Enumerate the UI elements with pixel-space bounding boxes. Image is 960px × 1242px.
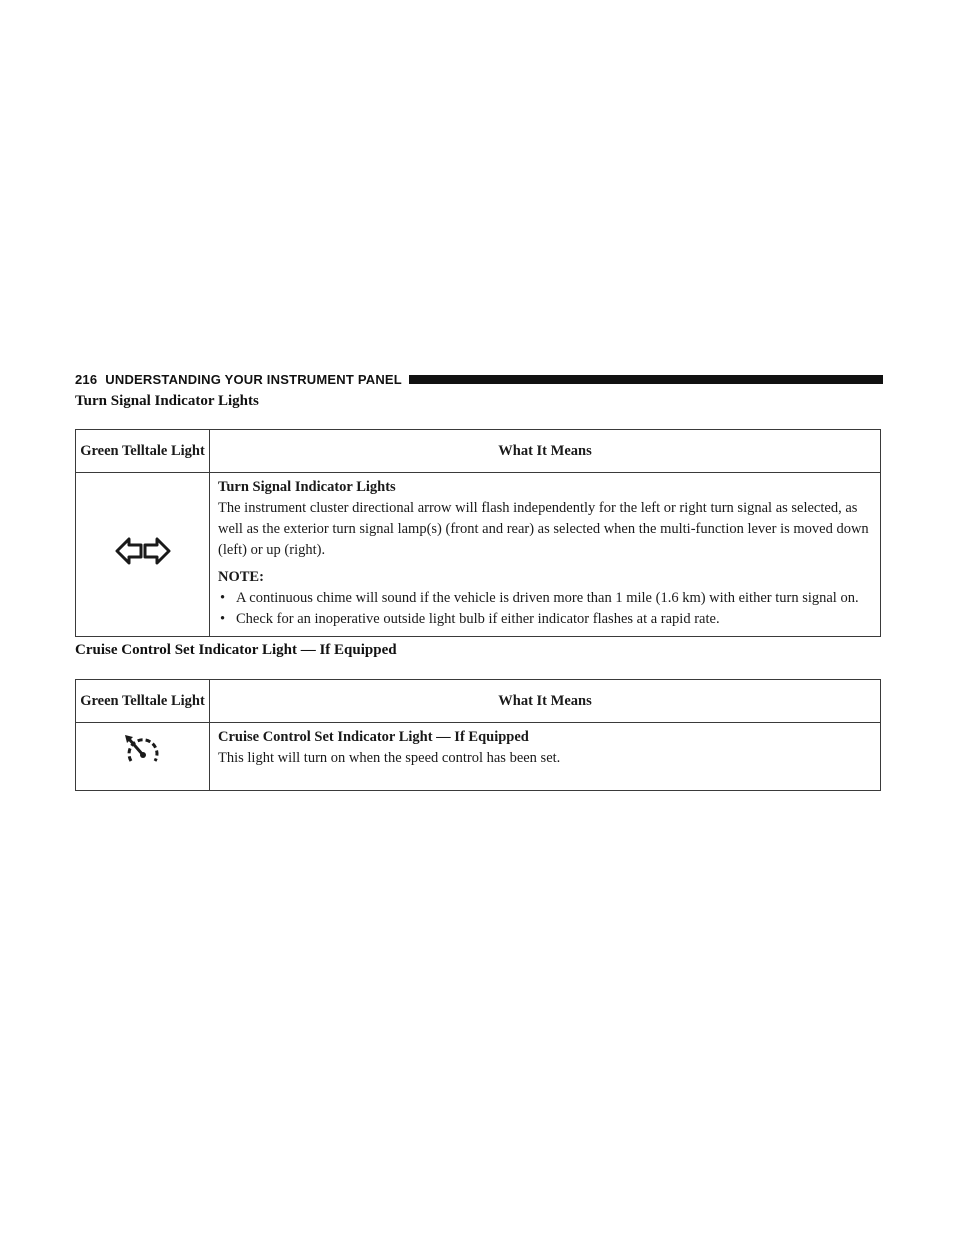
telltale-description-cell — [210, 473, 881, 637]
column-header-meaning-label: What It Means — [498, 692, 592, 709]
row-title: Cruise Control Set Indicator Light — If Equipped — [218, 729, 529, 745]
running-head-title: UNDERSTANDING YOUR INSTRUMENT PANEL — [105, 371, 402, 387]
list-item: • A continuous chime will sound if the vehicle is driven more than 1 mile (1.6 km) with either turn signal on. — [218, 588, 872, 609]
column-header-telltale — [76, 680, 210, 723]
note-bullet-list — [218, 588, 872, 630]
row-title: Turn Signal Indicator Lights — [218, 479, 396, 495]
page-number: 216 — [75, 371, 98, 387]
column-header-telltale — [76, 430, 210, 473]
column-header-meaning-label: What It Means — [498, 442, 592, 459]
list-item: • Check for an inoperative outside light bulb if either indicator flashes at a rapid rate. — [218, 609, 872, 630]
telltale-table-cruise-control — [75, 679, 881, 791]
column-header-telltale-label: Green Telltale Light — [80, 692, 205, 709]
telltale-table-turn-signal — [75, 429, 881, 637]
running-header — [75, 372, 883, 386]
telltale-icon-cell — [76, 473, 210, 637]
turn-signal-arrows-icon — [114, 534, 172, 575]
note-label: NOTE: — [218, 569, 264, 585]
telltale-icon-cell — [76, 723, 210, 791]
row-body: This light will turn on when the speed control has been set. — [218, 750, 561, 766]
row-body: The instrument cluster directional arrow will flash independently for the left or right turn signal as selected, as well as the exterior turn signal lamp(s) (front and rear) as selected when the multi-function lever is moved down (left) or up (right). — [218, 500, 869, 558]
header-rule — [409, 375, 883, 384]
telltale-description-cell — [210, 723, 881, 791]
column-header-meaning — [210, 680, 881, 723]
column-header-meaning — [210, 430, 881, 473]
column-header-telltale-label: Green Telltale Light — [80, 442, 205, 459]
section-title-cruise-control: Cruise Control Set Indicator Light — If Equipped — [75, 642, 397, 658]
cruise-control-speedometer-icon — [121, 733, 165, 780]
section-title-turn-signal: Turn Signal Indicator Lights — [75, 393, 259, 409]
